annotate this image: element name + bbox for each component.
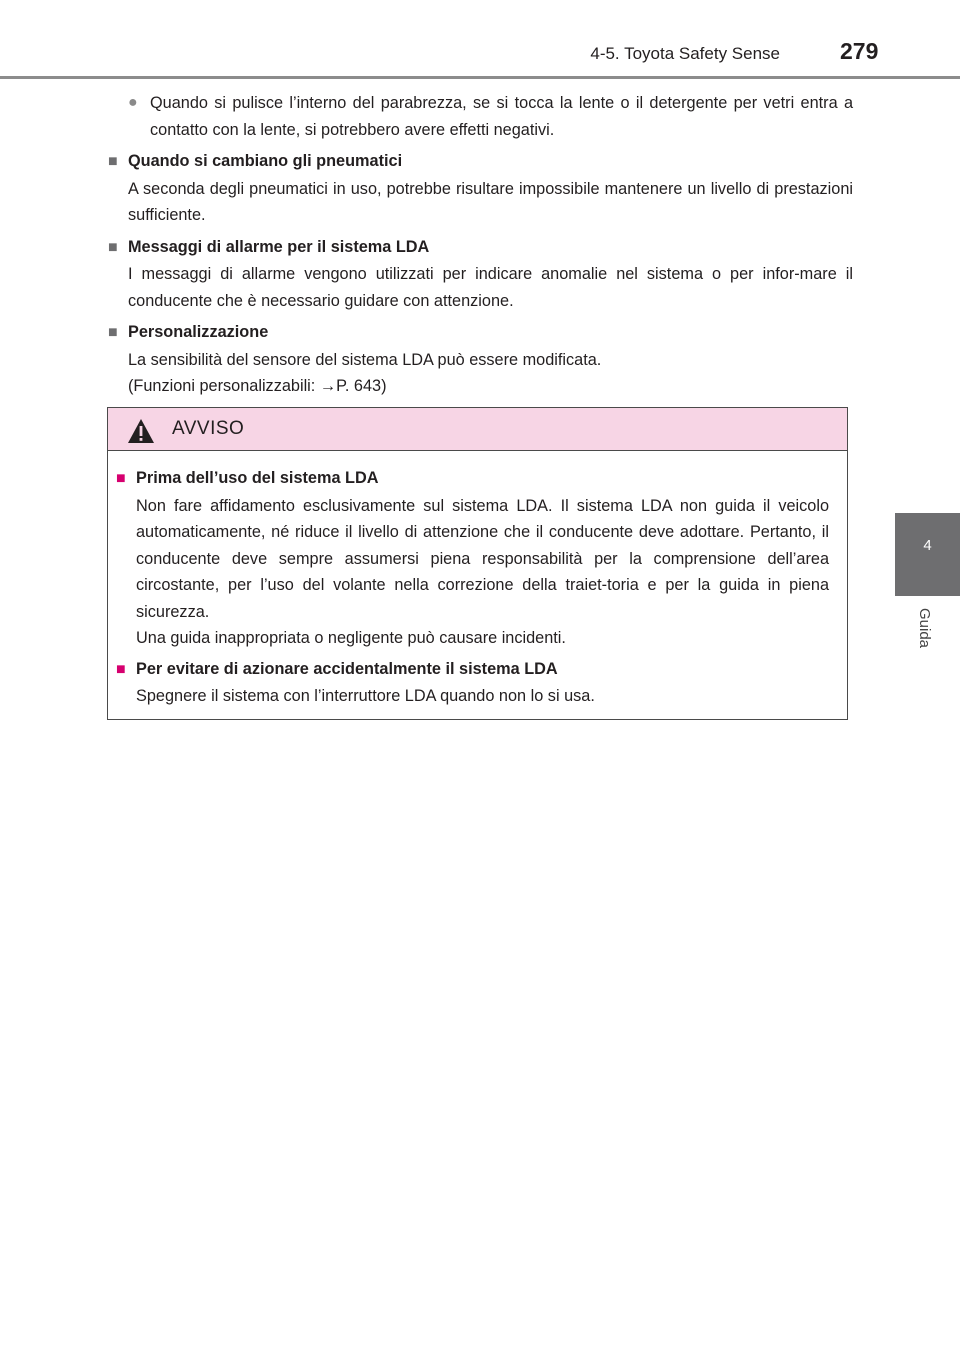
square-bullet-icon: ■ [108,238,118,256]
section-body: I messaggi di allarme vengono utilizzati per indicare anomalie nel sistema o per infor-mare il conducente che è necessario guidare con attenzione. [128,265,853,310]
section-personalization [108,319,853,400]
section-tyres [108,148,853,229]
warning-item-body: Non fare affidamento esclusivamente sul sistema LDA. Il sistema LDA non guida il veicolo automaticamente, né riduce il livello di attenzione che il conducente deve adottare. Pertanto, il conducente deve sempre assumersi piena responsabilità per la comprensione dell’area circostante, per l’uso del volante nella correzione della traiet-toria e per la guida in piena sicurezza. [136,496,829,621]
section-title: Quando si cambiano gli pneumatici [128,152,403,170]
page-reference: (Funzioni personalizzabili: →P. 643) [128,377,387,395]
warning-box [107,407,848,720]
warning-item-body-line: Una guida inappropriata o negligente può causare incidenti. [136,629,566,647]
warning-item-title: Per evitare di azionare accidentalmente il sistema LDA [136,659,558,678]
intro-bullet-text: Quando si pulisce l’interno del parabrezza, se si tocca la lente o il detergente per vetri entra a contatto con la lente, si potrebbero avere effetti negativi. [150,94,853,139]
section-body: A seconda degli pneumatici in uso, potrebbe risultare impossibile mantenere un livello di prestazioni sufficiente. [128,179,853,224]
chapter-number: 4 [923,537,932,554]
intro-bullet [108,90,853,143]
square-bullet-icon: ■ [116,660,126,678]
square-bullet-icon: ■ [108,153,118,170]
warning-title: AVVISO [172,418,245,439]
section-alarm-messages [108,234,853,315]
square-bullet-icon: ■ [116,470,126,487]
header-rule [0,76,960,79]
warning-item-title: Prima dell’uso del sistema LDA [136,469,379,487]
warning-item [116,465,829,652]
page-number: 279 [840,38,879,64]
running-head: 4-5. Toyota Safety Sense [590,44,780,63]
section-title: Messaggi di allarme per il sistema LDA [128,237,430,256]
warning-body [108,451,847,710]
section-body-line: La sensibilità del sensore del sistema LDA può essere modificata. [128,350,602,369]
warning-item-body: Spegnere il sistema con l’interruttore LDA quando non lo si usa. [136,687,595,705]
square-bullet-icon: ■ [108,324,118,341]
warning-item [116,656,829,710]
warning-header [108,408,847,451]
section-title: Personalizzazione [128,323,269,341]
main-content [108,90,853,400]
bullet-dot-icon: ● [128,94,138,111]
chapter-tab [895,513,960,596]
chapter-label: Guida [916,608,933,649]
warning-triangle-icon [127,418,155,444]
